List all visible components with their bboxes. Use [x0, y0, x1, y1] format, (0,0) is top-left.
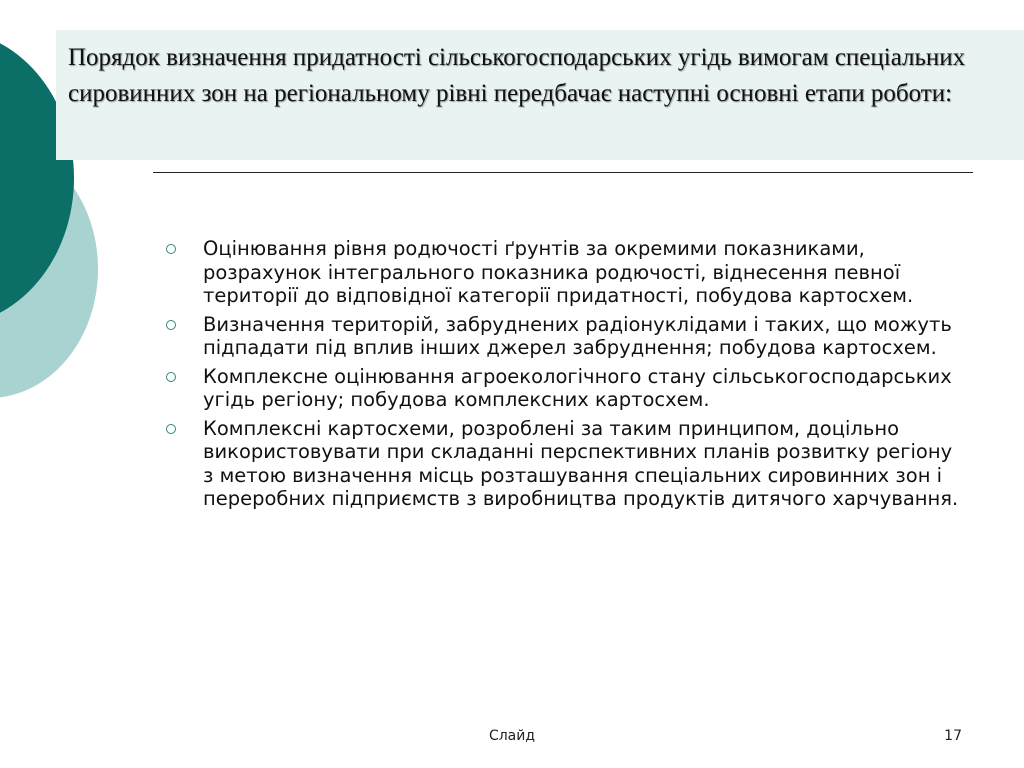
- bullet-text: Комплексні картосхеми, розроблені за таким принципом, доцільно використовувати при складанні перспективних планів розвитку регіону з метою визначення місць розташування спеціальних сировинних зон і переробних підприємств з виробництва продуктів дитячого харчування.: [203, 416, 959, 510]
- bullet-text: Оцінювання рівня родючості ґрунтів за окремими показниками, розрахунок інтегрального показника родючості, віднесення певної території до відповідної категорії придатності, побудова картосхем.: [203, 237, 914, 307]
- hollow-circle-bullet-icon: [166, 244, 176, 254]
- hollow-circle-bullet-icon: [166, 372, 176, 382]
- hollow-circle-bullet-icon: [166, 424, 176, 434]
- footer-label: Слайд: [488, 728, 536, 744]
- bullet-item: [160, 237, 960, 308]
- bullet-list: [160, 237, 960, 516]
- bullet-item: [160, 365, 960, 412]
- page-number: 17: [944, 728, 962, 744]
- title-divider: [153, 172, 973, 173]
- bullet-item: [160, 417, 960, 511]
- bullet-text: Комплексне оцінювання агроекологічного стану сільськогосподарських угідь регіону; побудова комплексних картосхем.: [203, 364, 952, 411]
- hollow-circle-bullet-icon: [166, 320, 176, 330]
- bullet-text: Визначення територій, забруднених радіонуклідами і таких, що можуть підпадати під вплив інших джерел забруднення; побудова картосхем.: [203, 312, 952, 359]
- bullet-item: [160, 313, 960, 360]
- slide-title: Порядок визначення придатності сільськогосподарських угідь вимогам спеціальних сировинних зон на регіональному рівні передбачає наступні основні етапи роботи:: [68, 44, 966, 107]
